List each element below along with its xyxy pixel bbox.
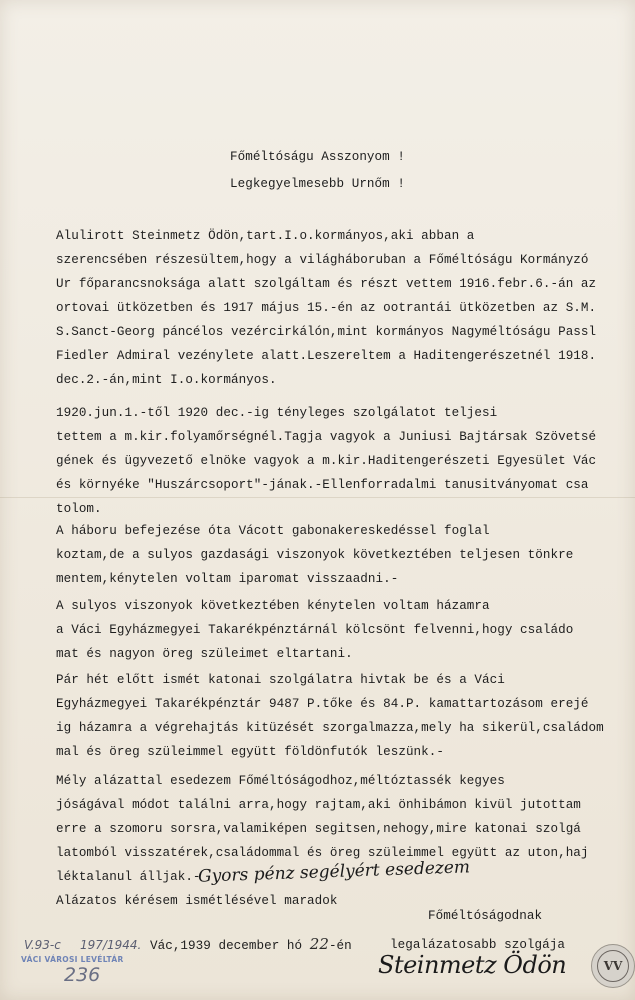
body-line: gének és ügyvezető elnöke vagyok a m.kir.Haditengerészeti Egyesület Vác: [56, 454, 597, 468]
fold-line: [0, 497, 635, 498]
place-date: [150, 936, 352, 954]
closing-line: Alázatos kérésem ismétlésével maradok: [56, 894, 338, 908]
body-line: 1920.jun.1.-től 1920 dec.-ig tényleges szolgálatot teljesi: [56, 406, 498, 420]
body-line: tettem a m.kir.folyamőrségnél.Tagja vagyok a Juniusi Bajtársak Szövetsé: [56, 430, 597, 444]
body-line: A sulyos viszonyok következtében kénytelen voltam házamra: [56, 599, 490, 613]
body-line: Alulirott Steinmetz Ödön,tart.I.o.kormányos,aki abban a: [56, 229, 475, 243]
salutation-line-2: Legkegyelmesebb Urnőm !: [230, 177, 405, 191]
body-line: Ur főparancsnoksága alatt szolgáltam és részt vettem 1916.febr.6.-án az: [56, 277, 597, 291]
body-line: léktalanul álljak.-: [56, 870, 201, 884]
body-line: ortovai ütközetben és 1917 május 15.-én az ootrantái ütközetben az S.M.: [56, 301, 597, 315]
body-line: ig házamra a végrehajtás kitüzését szorgalmazza,mely ha sikerül,családom: [56, 721, 604, 735]
archive-pencil-number: 197/1944.: [80, 938, 142, 952]
body-line: S.Sanct-Georg páncélos vezércirkálón,mint kormányos Nagyméltóságu Passl: [56, 325, 597, 339]
body-line: dec.2.-án,mint I.o.kormányos.: [56, 373, 277, 387]
body-line: mentem,kénytelen voltam iparomat visszaadni.-: [56, 572, 399, 586]
addressee-closing: Főméltóságodnak: [428, 909, 543, 923]
archive-seal-text: VV: [597, 950, 629, 982]
date-day-handwritten: 22: [309, 935, 329, 953]
place-date-prefix: Vác,1939 december hó: [150, 939, 303, 953]
body-line: a Váci Egyházmegyei Takarékpénztárnál kölcsönt felvenni,hogy családo: [56, 623, 574, 637]
body-line: mat és nagyon öreg szüleimet eltartani.: [56, 647, 353, 661]
handwritten-plea: Gyors pénz segélyért esedezem: [197, 857, 471, 887]
page-number: 236: [64, 964, 101, 986]
body-line: szerencsében részesültem,hogy a világháboruban a Főméltóságu Kormányzó: [56, 253, 589, 267]
signature: Steinmetz Ödön: [378, 951, 567, 979]
body-line: Mély alázattal esedezem Főméltóságodhoz,méltóztassék kegyes: [56, 774, 505, 788]
body-line: Pár hét előtt ismét katonai szolgálatra hivtak be és a Váci: [56, 673, 505, 687]
body-line: Egyházmegyei Takarékpénztár 9487 P.tőke és 84.P. kamattartozásom erejé: [56, 697, 589, 711]
body-line: erre a szomoru sorsra,valamiképen segitsen,nehogy,mire katonai szolgá: [56, 822, 581, 836]
body-line: Fiedler Admiral vezénylete alatt.Leszereltem a Haditengerészetnél 1918.: [56, 349, 597, 363]
body-line: mal és öreg szüleimmel együtt földönfutók leszünk.-: [56, 745, 444, 759]
body-line: és környéke "Huszárcsoport"-jának.-Ellenforradalmi tanusitványomat csa: [56, 478, 589, 492]
body-line: tolom.: [56, 502, 102, 516]
body-line: koztam,de a sulyos gazdasági viszonyok következtében teljesen tönkre: [56, 548, 574, 562]
archive-stamp: VÁCI VÁROSI LEVÉLTÁR: [21, 955, 124, 964]
archive-seal-icon: [591, 944, 635, 988]
body-line: latomból visszatérek,családommal és öreg szüleimmel együtt az uton,haj: [56, 846, 589, 860]
signoff: legalázatosabb szolgája: [390, 938, 565, 952]
archive-pencil-reference: V.93-c: [24, 938, 61, 952]
body-line: A háboru befejezése óta Vácott gabonakereskedéssel foglal: [56, 524, 490, 538]
place-date-suffix: -én: [328, 939, 352, 953]
salutation-line-1: Főméltóságu Asszonyom !: [230, 150, 405, 164]
body-line: jóságával módot találni arra,hogy rajtam,aki önhibámon kivül jutottam: [56, 798, 581, 812]
